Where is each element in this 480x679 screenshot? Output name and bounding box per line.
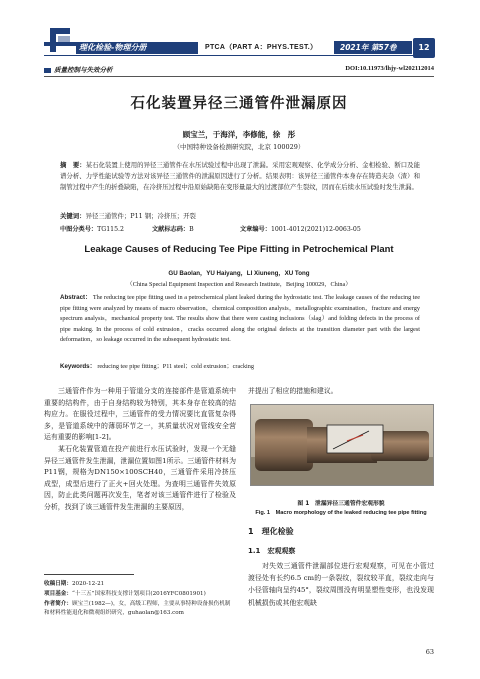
figure-caption-cn: 图 1 泄漏异径三通管件宏观形貌 <box>297 501 385 507</box>
abstract-en <box>60 293 420 346</box>
paragraph: 某石化装置管道在投产前进行水压试验时，发现一个无缝异径三通管件发生泄漏，泄漏位置如图1所示。三通管件材料为P11钢，规格为DN150×100SCH40，三通管件采用冷挤压成型，成型后进行了正火+回火处理。为查明三通管件失效原因，防止此类问题再次发生，笔者对该三通管件进行了检验及分析，找到了该三通管件发生泄漏的主要原因， <box>44 444 236 511</box>
subsection-heading: 1.1 宏观观察 <box>248 547 296 555</box>
footnote-fund <box>44 590 236 600</box>
figure-leaked-tee-photo <box>250 404 434 486</box>
footnote-rule <box>44 574 134 575</box>
title-en: Leakage Causes of Reducing Tee Pipe Fitting in Petrochemical Plant <box>84 244 394 255</box>
abstract-en-text: The reducing tee pipe fitting used in a petrochemical plant leaked during the hydrostatic test. The leakage causes of the reducing tee pipe fitting were analyzed by means of macro observation，chemical composition analysis，metallographic examination，fracture and energy spectrum analysis，mechanical property test. The results show that there were casting inclusions（slag）and folding defects in the process of pipe making. In the process of cold extrusion，cracks occurred along the original defects at the transition diameter part with the largest deformation，so leakage occurred in the subsequent hydrostatic test. <box>60 294 421 344</box>
author-bio-label: 作者简介： <box>44 600 72 607</box>
authors-cn: 顾宝兰，于海洋，李修能，徐 彤 <box>182 130 296 139</box>
affiliation-cn: （中国特种设备检测研究院，北京 100029） <box>173 143 305 151</box>
authors-en: GU Baolan，YU Haiyang，LI Xiuneng，XU Tong <box>168 270 310 277</box>
doi: DOI:10.11973/lhjy-wl202112014 <box>345 65 434 72</box>
doc-code-label: 文献标志码： <box>152 226 190 233</box>
received-date: 2020-12-21 <box>71 581 105 587</box>
section-tag-text: 质量控制与失效分析 <box>54 66 113 74</box>
footnote <box>44 580 236 619</box>
article-no-value: 1001-4012(2021)12-0063-05 <box>270 226 361 233</box>
abstract-cn-label: 摘 要： <box>60 161 86 169</box>
journal-logo-icon <box>44 26 76 52</box>
classification-row <box>60 224 420 233</box>
abstract-en-label: Abstract： <box>60 294 92 301</box>
footnote-received <box>44 580 236 590</box>
affiliation-en: （China Special Equipment Inspection and Research Institute，Beijing 100029，China） <box>126 281 352 288</box>
fund-label: 项目基金： <box>44 590 72 597</box>
journal-logo-text: 理化检验-物理分册 <box>79 43 147 52</box>
keywords-en-label: Keywords： <box>60 363 96 370</box>
doc-code-value: B <box>189 226 194 233</box>
keywords-cn-text: 异径三通管件；P11 钢；冷挤压；开裂 <box>85 212 196 220</box>
clc-value: TG115.2 <box>97 226 124 233</box>
section-rule <box>44 76 434 77</box>
abstract-cn-text: 某石化装置上使用的异径三通管件在水压试验过程中出现了泄漏。采用宏观观察、化学成分分析、金相检验、断口及能谱分析、力学性能试验等方法对该异径三通管件的泄漏原因进行了分析。结果表明：该异径三通管件本身存在铸造夹杂（渣）和制管过程中产生的折叠缺陷，在冷挤压过程中沿原始缺陷在变形量最大的过渡部位产生裂纹，因而在后续水压试验时发生泄漏。 <box>60 161 420 191</box>
keywords-en <box>60 361 420 370</box>
keywords-cn <box>60 211 420 220</box>
title-cn: 石化装置异径三通管件泄漏原因 <box>130 96 348 112</box>
received-label: 收稿日期： <box>44 581 72 587</box>
page-number: 63 <box>425 648 434 656</box>
clc-label: 中图分类号： <box>60 226 98 233</box>
issue-number-badge: 12 <box>412 37 436 59</box>
journal-name: PTCA（PART A：PHYS.TEST.） <box>205 44 318 51</box>
paragraph: 三通管件作为一种用于管道分支的连接部件是管道系统中重要的结构件，由于自身结构较为特别，其本身存在较高的结构应力。在服役过程中，三通管件的受力情况要比直管复杂得多，是管道系统中的薄弱环节之一，其质量状况对管线安全营运有重要的影响[1-2]。 <box>44 387 236 442</box>
journal-logo-banner <box>76 42 198 54</box>
fund-text: “十三五”国家科技支撑计划项目(2016YFC0801901) <box>71 590 206 597</box>
keywords-cn-label: 关键词： <box>60 212 86 220</box>
section-heading: 1 理化检验 <box>248 527 294 536</box>
keywords-en-text: reducing tee pipe fitting；P11 steel；cold extrusion；cracking <box>97 363 254 370</box>
body-right-column: 对失效三通管件泄漏部位进行宏观观察，可见在小管过渡径处有长约6.5 cm的一条裂纹，裂纹较平直，裂纹走向与小径管轴向呈约45°，裂纹周围没有明显塑性变形，也没发现机械损伤或其他宏观缺 <box>248 562 434 607</box>
body-left-column <box>44 386 236 514</box>
abstract-cn <box>60 160 420 193</box>
body-right-continuation: 并提出了相应的措施和建议。 <box>248 387 338 395</box>
author-bio-text: 顾宝兰(1982—)，女，高级工程师，主要从事特种设备损伤机制和材料性能退化和微观组织研究，guhaolan@163.com <box>44 600 231 617</box>
footnote-author <box>44 600 236 620</box>
year-issue: 2021年 第57卷 <box>340 43 397 52</box>
section-tag <box>44 65 194 74</box>
section-marker-icon <box>44 68 51 73</box>
article-no-label: 文章编号： <box>240 226 271 233</box>
header-rule <box>44 55 434 56</box>
figure-caption-en: Fig. 1 Macro morphology of the leaked reducing tee pipe fitting <box>255 510 427 516</box>
